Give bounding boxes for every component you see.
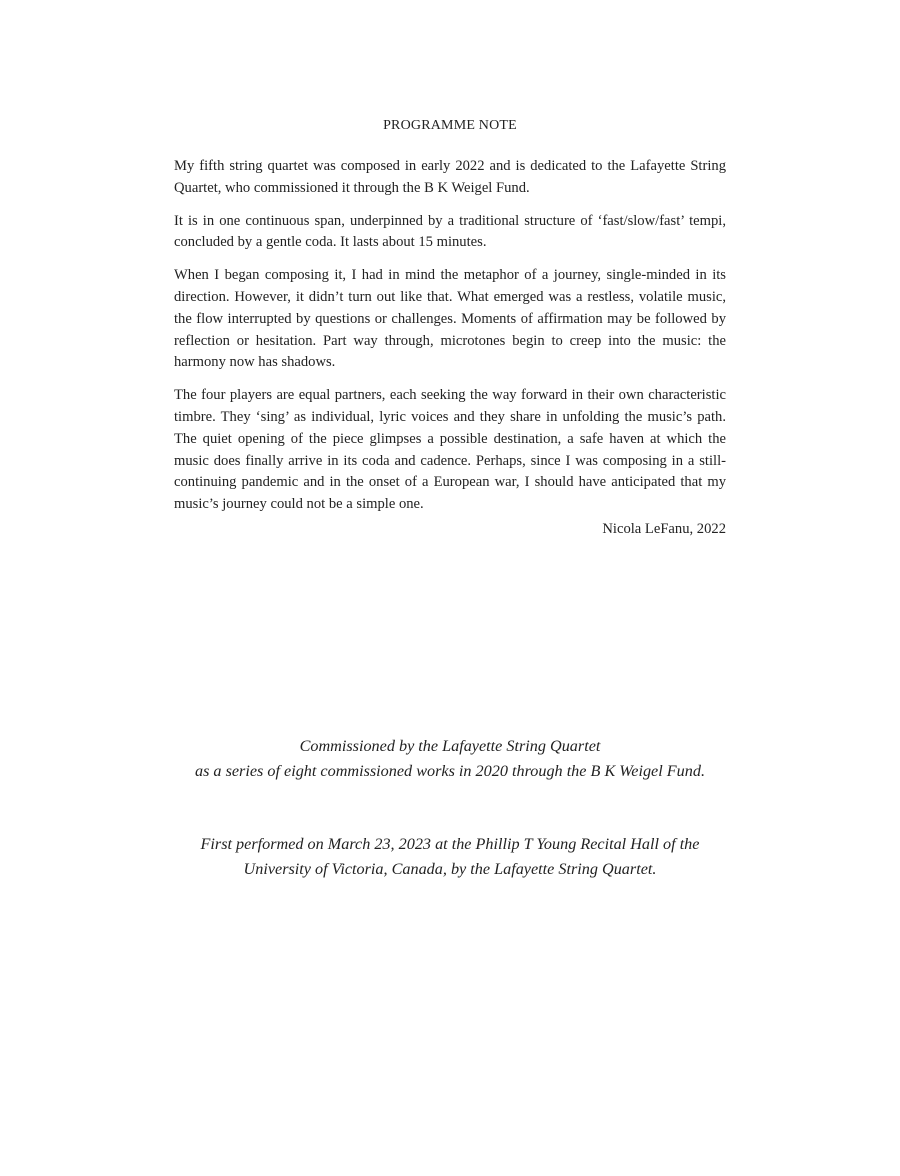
premiere-statement bbox=[0, 832, 900, 881]
programme-note-body bbox=[174, 156, 726, 527]
commission-line-2: as a series of eight commissioned works in 2020 through the B K Weigel Fund. bbox=[194, 761, 706, 780]
paragraph-players: The four players are equal partners, each seeking the way forward in their own characteristic timbre. They ‘sing’ as individual, lyric voices and they share in unfolding the music’s path. The quiet opening of the piece glimpses a possible destination, a safe haven at which the music does finally arrive in its coda and cadence. Perhaps, since I was composing in a still-continuing pandemic and in the onset of a European war, I should have anticipated that my music’s journey could not be a simple one. bbox=[174, 387, 726, 513]
premiere-line-1: First performed on March 23, 2023 at the Phillip T Young Recital Hall of the bbox=[200, 835, 700, 853]
premiere-line-2: University of Victoria, Canada, by the Lafayette String Quartet. bbox=[243, 859, 657, 878]
commission-line-1: Commissioned by the Lafayette String Quartet bbox=[299, 737, 601, 755]
paragraph-structure: It is in one continuous span, underpinned by a traditional structure of ‘fast/slow/fast’ tempi, concluded by a gentle coda. It lasts about 15 minutes. bbox=[174, 212, 726, 251]
author-signature: Nicola LeFanu, 2022 bbox=[602, 521, 726, 537]
commission-statement bbox=[0, 734, 900, 783]
paragraph-journey: When I began composing it, I had in mind the metaphor of a journey, single-minded in its direction. However, it didn’t turn out like that. What emerged was a restless, volatile music, the flow interrupted by questions or challenges. Moments of affirmation may be followed by reflection or hesitation. Part way through, microtones begin to creep into the music: the harmony now has shadows. bbox=[174, 267, 726, 371]
page-title: PROGRAMME NOTE bbox=[383, 118, 517, 133]
paragraph-dedication: My fifth string quartet was composed in early 2022 and is dedicated to the Lafayette String Quartet, who commissioned it through the B K Weigel Fund. bbox=[174, 158, 726, 196]
